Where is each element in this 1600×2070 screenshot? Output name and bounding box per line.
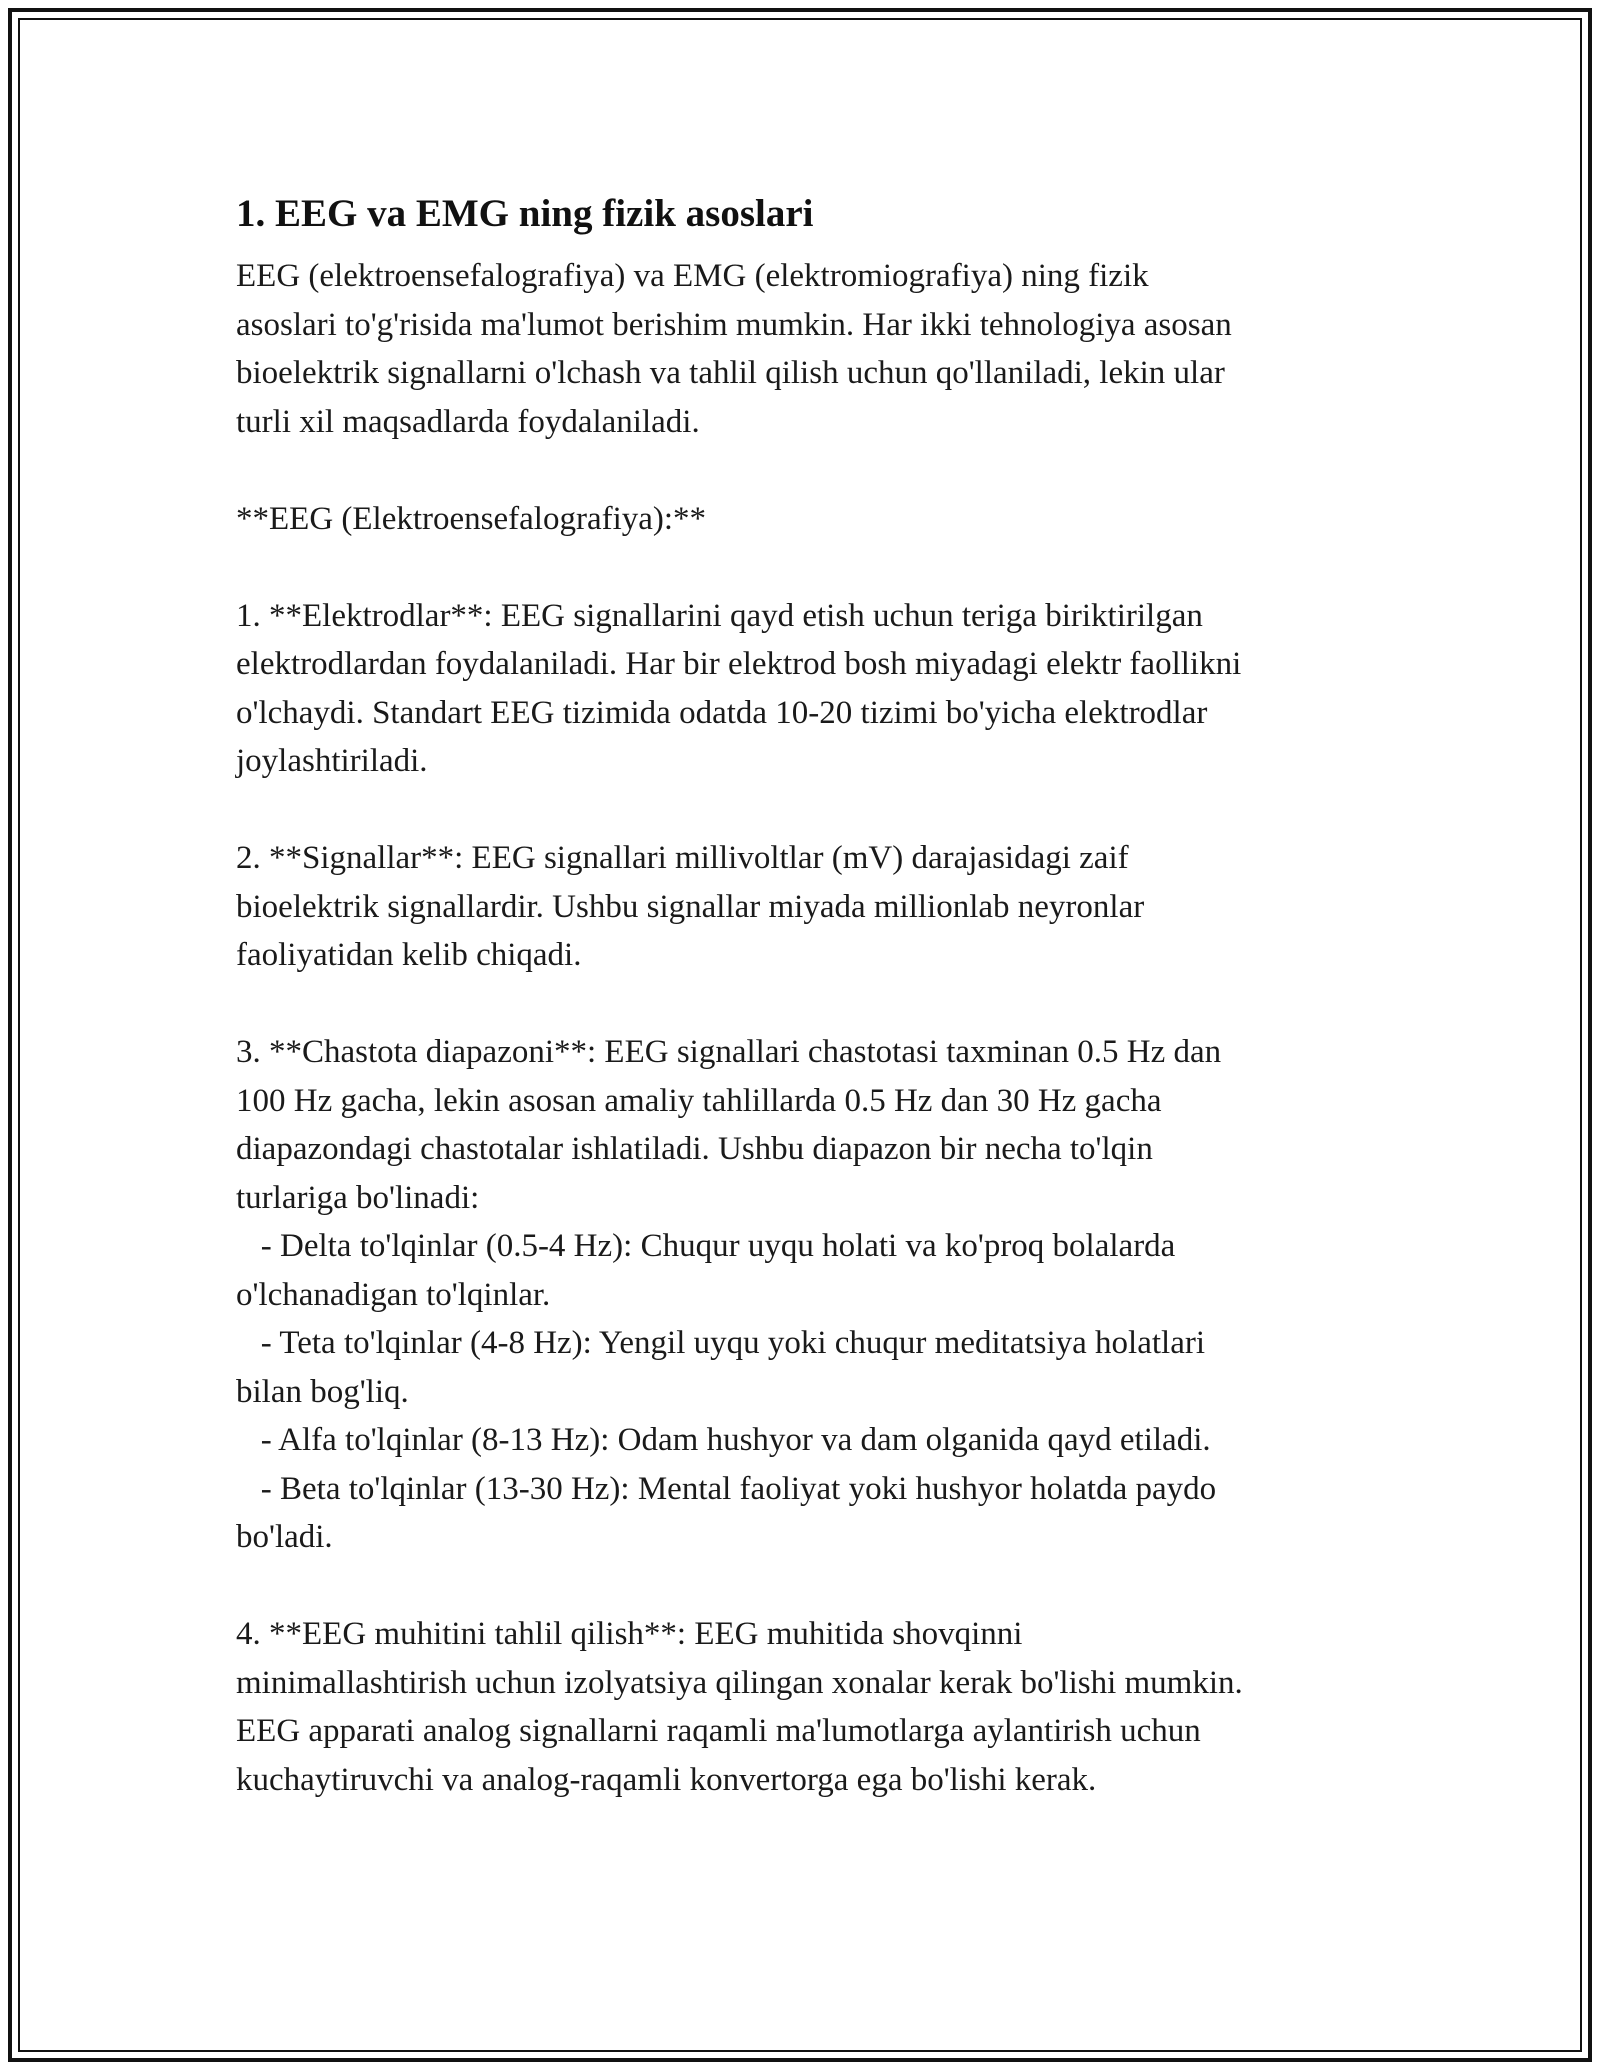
text-line: - Teta to'lqinlar (4-8 Hz): Yengil uyqu yoki chuqur meditatsiya holatlari (236, 1325, 1206, 1361)
text-line: EEG apparati analog signallarni raqamli ma'lumotlarga aylantirish uchun (236, 1713, 1201, 1749)
text-line: asoslari to'g'risida ma'lumot berishim mumkin. Har ikki tehnologiya asosan (236, 306, 1232, 343)
text-line: o'lchanadigan to'lqinlar. (236, 1276, 551, 1313)
text-line: bioelektrik signallardir. Ushbu signallar miyada millionlab neyronlar (236, 888, 1145, 925)
blank-line (236, 1562, 1366, 1611)
document-body (236, 252, 1366, 1804)
text-line: - Alfa to'lqinlar (8-13 Hz): Odam hushyor va dam olganida qayd etiladi. (236, 1422, 1211, 1458)
blank-line (236, 786, 1366, 835)
text-line: turlariga bo'linadi: (236, 1179, 480, 1216)
text-line: bioelektrik signallarni o'lchash va tahlil qilish uchun qo'llaniladi, lekin ular (236, 355, 1225, 391)
blank-line (236, 543, 1366, 592)
text-line: EEG (elektroensefalografiya) va EMG (elektromiografiya) ning fizik (236, 258, 1149, 294)
text-line: - Beta to'lqinlar (13-30 Hz): Mental faoliyat yoki hushyor holatda paydo (236, 1470, 1217, 1507)
text-line: 4. **EEG muhitini tahlil qilish**: EEG muhitida shovqinni (236, 1616, 1023, 1652)
text-line: elektrodlardan foydalaniladi. Har bir elektrod bosh miyadagi elektr faollikni (236, 646, 1242, 682)
text-line: joylashtiriladi. (236, 743, 428, 779)
text-line: 2. **Signallar**: EEG signallari millivoltlar (mV) darajasidagi zaif (236, 840, 1129, 876)
text-line: 1. **Elektrodlar**: EEG signallarini qayd etish uchun teriga biriktirilgan (236, 597, 1203, 634)
document-title: 1. EEG va EMG ning fizik asoslari (236, 192, 814, 235)
text-line: 100 Hz gacha, lekin asosan amaliy tahlillarda 0.5 Hz dan 30 Hz gacha (236, 1082, 1162, 1119)
text-line: o'lchaydi. Standart EEG tizimida odatda 10-20 tizimi bo'yicha elektrodlar (236, 694, 1208, 731)
document-content (236, 186, 1366, 1804)
text-line: - Delta to'lqinlar (0.5-4 Hz): Chuqur uyqu holati va ko'proq bolalarda (236, 1228, 1176, 1264)
blank-line (236, 980, 1366, 1029)
text-line: **EEG (Elektroensefalografiya):** (236, 500, 707, 537)
text-line: kuchaytiruvchi va analog-raqamli konvertorga ega bo'lishi kerak. (236, 1761, 1097, 1798)
text-line: minimallashtirish uchun izolyatsiya qilingan xonalar kerak bo'lishi mumkin. (236, 1664, 1243, 1701)
blank-line (236, 446, 1366, 495)
text-line: faoliyatidan kelib chiqadi. (236, 937, 582, 973)
text-line: bilan bog'liq. (236, 1373, 409, 1410)
text-line: turli xil maqsadlarda foydalaniladi. (236, 403, 700, 440)
text-line: 3. **Chastota diapazoni**: EEG signallari chastotasi taxminan 0.5 Hz dan (236, 1034, 1222, 1070)
text-line: bo'ladi. (236, 1519, 333, 1555)
text-line: diapazondagi chastotalar ishlatiladi. Ushbu diapazon bir necha to'lqin (236, 1131, 1153, 1167)
